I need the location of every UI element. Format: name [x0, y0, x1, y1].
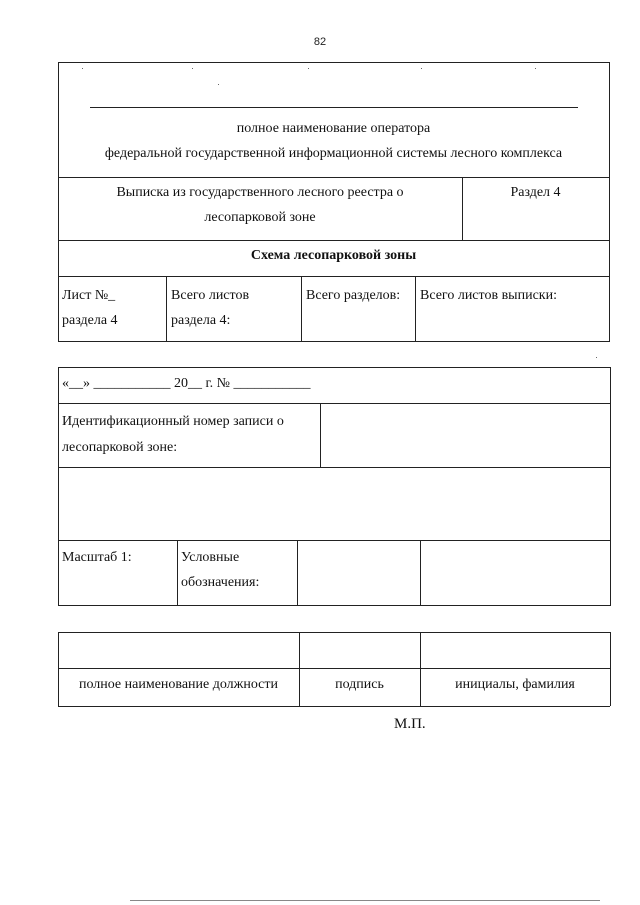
scan-dot [218, 84, 219, 85]
block1-bottom-border [58, 341, 609, 342]
extract-title-line1: Выписка из государственного лесного реестра о [116, 185, 404, 200]
total-sheets-line2: раздела 4: [171, 313, 231, 328]
sheet-no-line2: раздела 4 [62, 313, 118, 328]
record-divider-3 [58, 540, 610, 541]
scan-edge-line [130, 900, 600, 901]
id-divider [320, 403, 321, 467]
divider-1 [58, 177, 609, 178]
block2-bottom-border [58, 605, 610, 606]
block3-bottom-border [58, 706, 610, 707]
scale-col-1 [177, 540, 178, 606]
total-sheets-line1: Всего листов [171, 288, 250, 303]
id-label-line1: Идентификационный номер записи о [62, 414, 284, 429]
section-label: Раздел 4 [510, 185, 561, 200]
block2-right-border [610, 367, 611, 606]
scan-dot [82, 68, 83, 69]
position-caption: полное наименование должности [78, 677, 279, 692]
id-label-line2: лесопарковой зоне: [62, 440, 178, 455]
scan-dot [596, 357, 597, 358]
scale-col-3 [420, 540, 421, 606]
sheet-col-3 [415, 276, 416, 342]
sheet-no-line1: Лист №_ [62, 288, 116, 303]
scheme-title: Схема лесопарковой зоны [250, 248, 417, 263]
name-caption: инициалы, фамилия [455, 677, 575, 692]
record-divider-1 [58, 403, 610, 404]
block2-top-border [58, 367, 610, 368]
sheet-col-1 [166, 276, 167, 342]
legend-line2: обозначения: [181, 575, 260, 590]
block1-top-border [58, 62, 609, 63]
date-line: «__» ___________ 20__ г. № ___________ [62, 376, 311, 391]
block3-top-border [58, 632, 610, 633]
extract-title-line2: лесопарковой зоне [204, 210, 316, 225]
sign-divider [58, 668, 610, 669]
page-number: 82 [313, 36, 327, 48]
divider-2 [58, 240, 609, 241]
divider-3 [58, 276, 609, 277]
scale-label: Масштаб 1: [62, 550, 132, 565]
scan-dot [535, 68, 536, 69]
scan-dot [308, 68, 309, 69]
scheme-area [59, 468, 609, 540]
system-caption: федеральной государственной информационной системы лесного комплекса [104, 146, 563, 161]
block3-right-border [610, 632, 611, 706]
operator-caption: полное наименование оператора [236, 121, 431, 136]
operator-underline [90, 107, 578, 108]
signature-caption: подпись [335, 677, 384, 692]
sheet-col-2 [301, 276, 302, 342]
scan-dot [421, 68, 422, 69]
block1-right-border [609, 62, 610, 342]
total-extract-sheets: Всего листов выписки: [420, 288, 557, 303]
scale-col-2 [297, 540, 298, 606]
stamp-label: М.П. [394, 716, 426, 732]
legend-line1: Условные [181, 550, 240, 565]
total-sections: Всего разделов: [306, 288, 401, 303]
scan-dot [192, 68, 193, 69]
